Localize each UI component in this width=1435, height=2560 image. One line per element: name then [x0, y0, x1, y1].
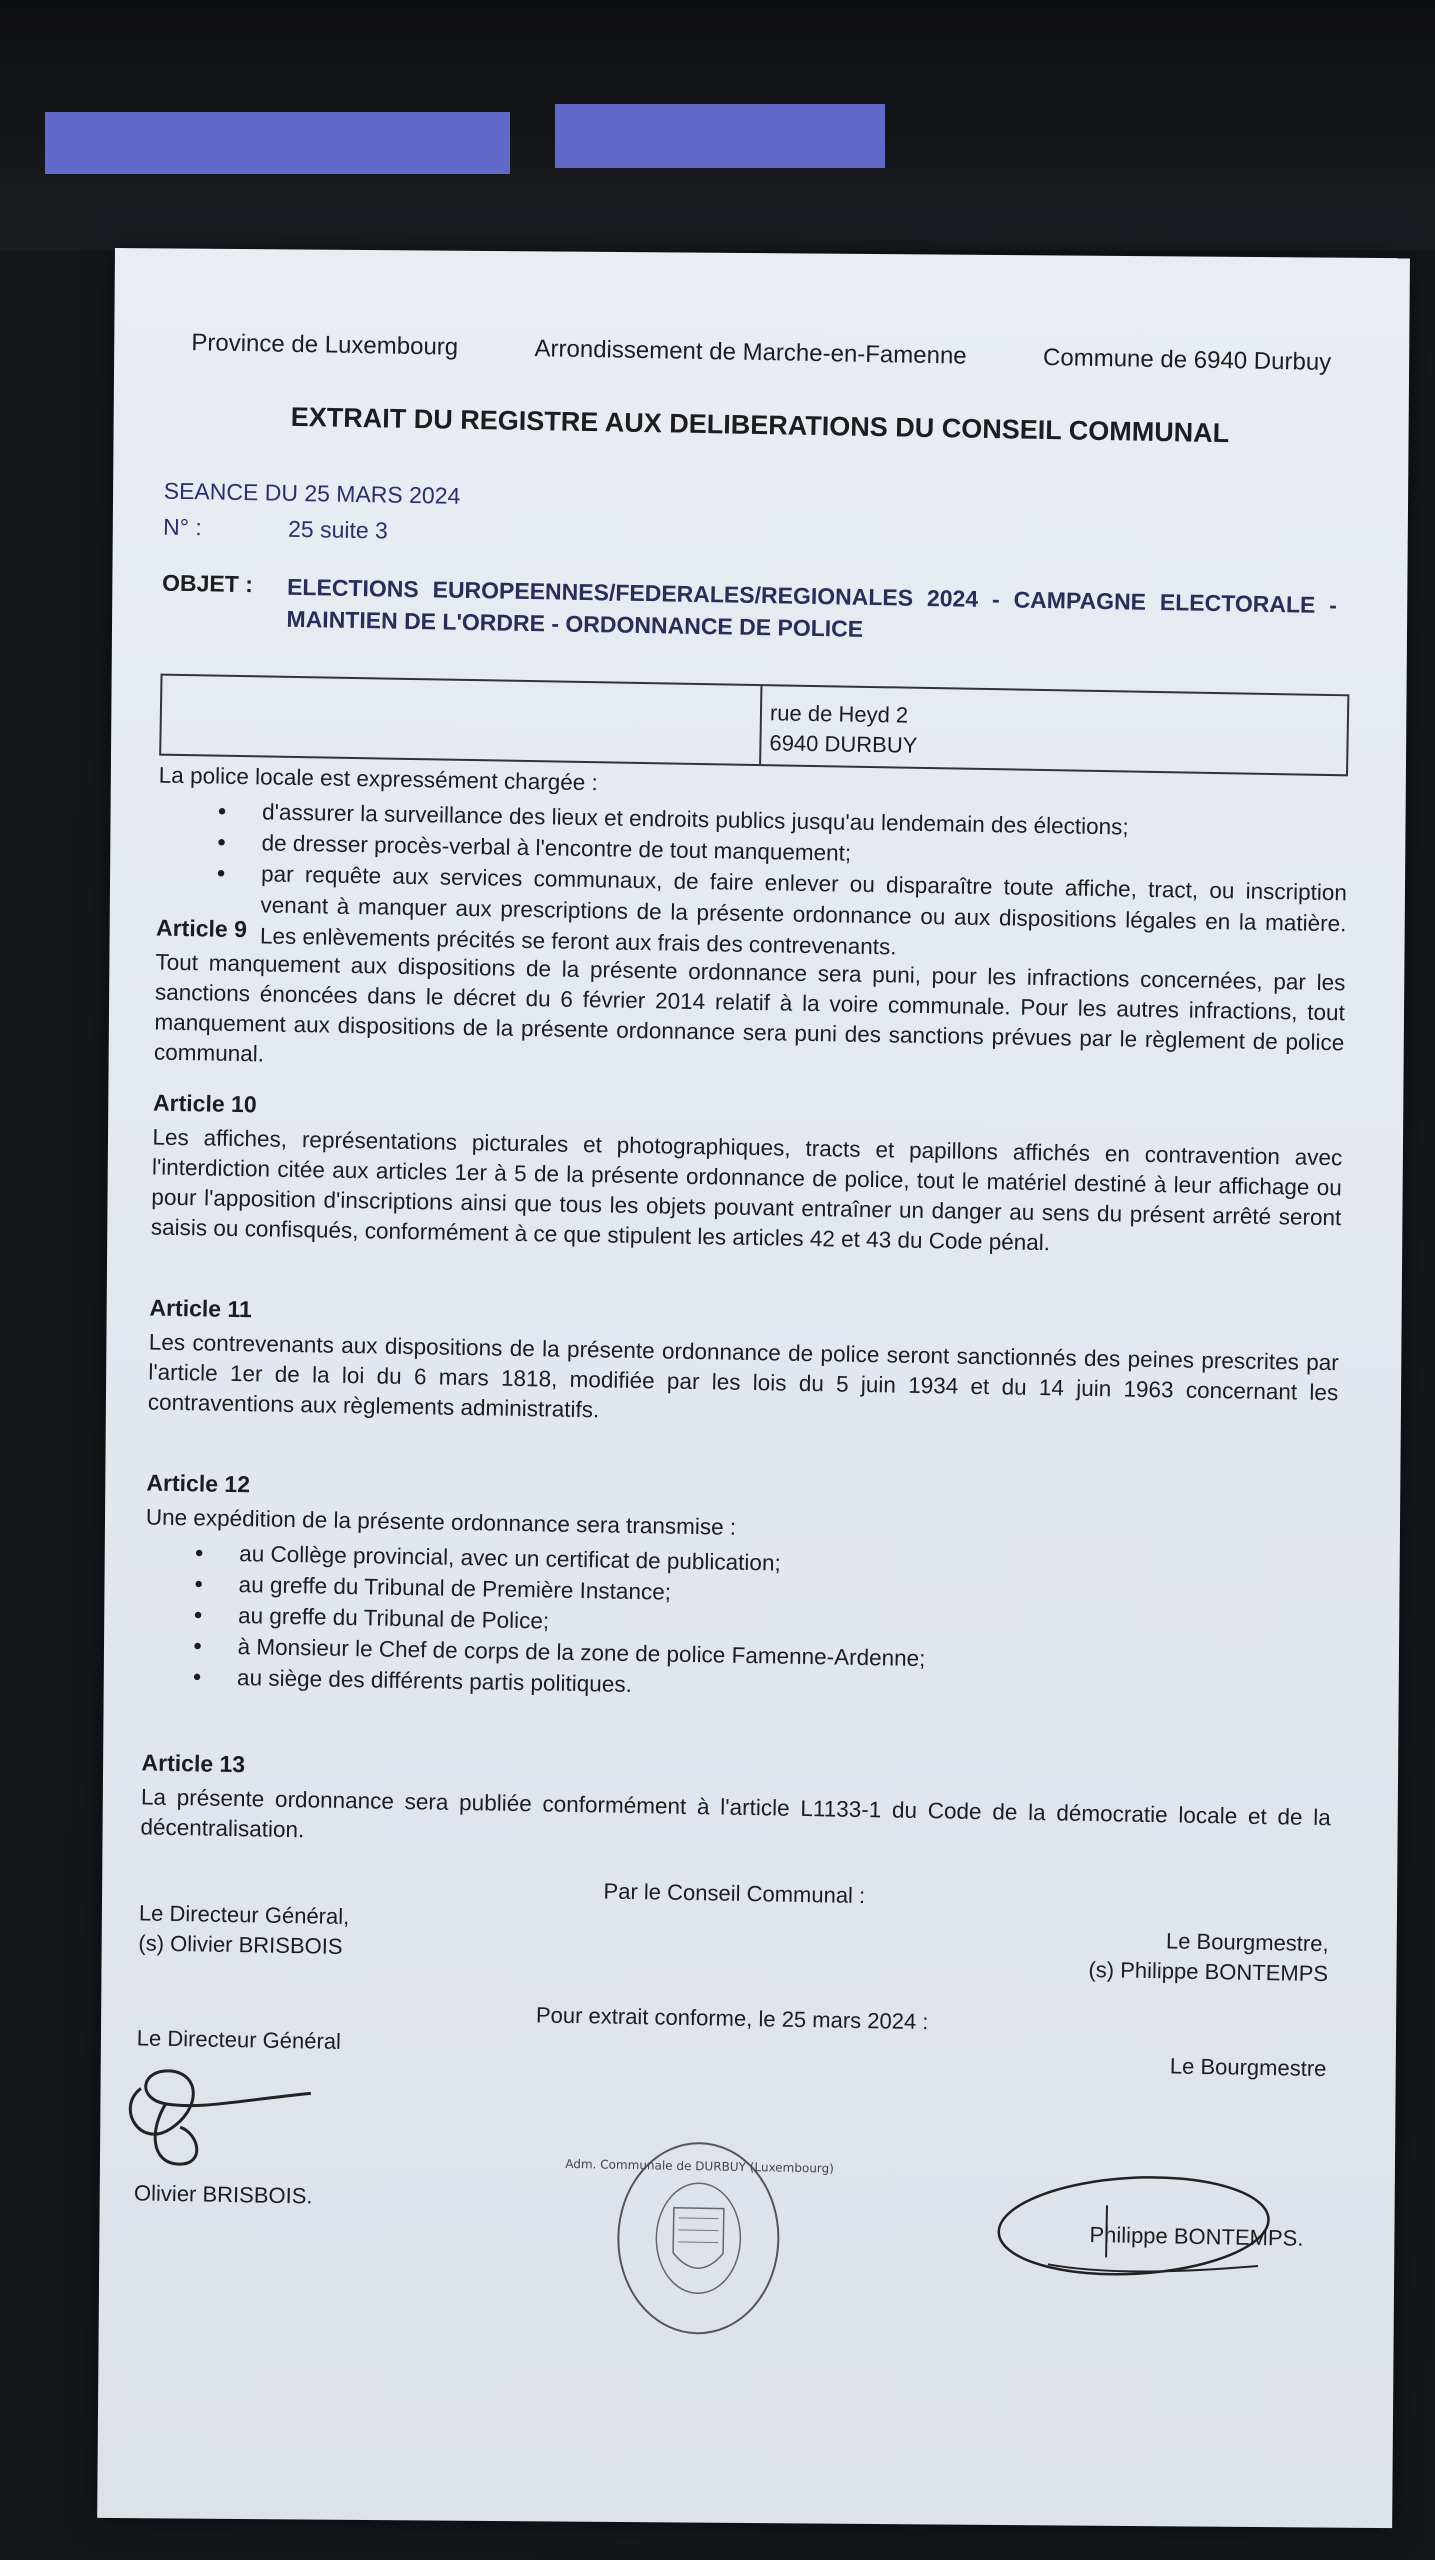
address-line-2: 6940 DURBUY: [769, 730, 918, 758]
article-10: [151, 1089, 1344, 1264]
director-signature-icon: [109, 2058, 371, 2183]
address-line-1: rue de Heyd 2: [769, 700, 909, 728]
article-13: [140, 1748, 1331, 1863]
article-11: [148, 1293, 1340, 1438]
police-intro: La police locale est expressément chargée :: [158, 762, 598, 796]
mayor-block: [1088, 1925, 1329, 1989]
address-table-cell: [761, 686, 926, 767]
mayor-signature-name: Philippe BONTEMPS.: [1089, 2222, 1304, 2251]
signature-block-top: [138, 1868, 1330, 2009]
article-text: Les affiches, représentations picturales et photographiques, tracts et papillons affichés en contravention avec l'interdiction citée aux articles 1er à 5 de la présente ordonnance de police, tout le matériel destiné à leur affichage ou pour l'apposition d'inscriptions ainsi que tous les objets pouvant entraîner un danger au sens du présent arrêté seront saisis ou confisqués, conformément à ce que stipulent les articles 42 et 43 du Code pénal.: [150, 1124, 1343, 1256]
director-name: (s) Olivier BRISBOIS: [138, 1930, 343, 1959]
article-intro: Une expédition de la présente ordonnance sera transmise :: [145, 1504, 737, 1540]
address-table-empty-cell: [161, 676, 762, 764]
province-label: Province de Luxembourg: [191, 329, 459, 361]
list-item: • au Collège provincial, avec un certificat de publication;: [195, 1537, 1335, 1588]
numero-value: 25 suite 3: [287, 515, 389, 544]
article-12-list: [143, 1536, 1336, 1712]
arrondissement-label: Arrondissement de Marche-en-Famenne: [534, 335, 967, 370]
objet-label: OBJET :: [161, 569, 254, 598]
article-12: [143, 1468, 1337, 1712]
list-item: • au greffe du Tribunal de Première Instance;: [194, 1568, 1334, 1619]
director-title-2: Le Directeur Général: [136, 2025, 342, 2054]
mayor-title: Le Bourgmestre,: [1165, 1928, 1329, 1957]
director-block: [138, 1898, 349, 1962]
objet-line: [161, 569, 1352, 654]
header-row: [191, 329, 1331, 377]
document-content: [103, 248, 1382, 2539]
glare-reflection: [45, 112, 510, 174]
article-text: La présente ordonnance sera publiée conformément à l'article L1133-1 du Code de la démocratie locale et de la décentralisation.: [140, 1784, 1332, 1843]
article-text: Tout manquement aux dispositions de la présente ordonnance sera puni, pour les infractions concernées, par les sanctions énoncées dans le décret du 6 février 2014 relatif à la voire communale. Pour les autres infractions, tout manquement aux dispositions de la présente ordonnance sera puni des sanctions prévues par le règlement de police communal.: [153, 949, 1346, 1067]
mayor-title-2: Le Bourgmestre: [1169, 2053, 1327, 2082]
seance-label: SEANCE DU 25 MARS 2024: [163, 477, 461, 509]
director-signature-name: Olivier BRISBOIS.: [133, 2180, 313, 2209]
article-heading: Article 10: [152, 1089, 257, 1118]
list-item: • par requête aux services communaux, de faire enlever ou disparaître toute affiche, tract, ou inscription venant à manquer aux prescriptions de la présente ordonnance ou aux dispositions légales en la matière. Les enlèvements précités se feront aux frais des contrevenants.: [216, 858, 1347, 971]
list-item: • au greffe du Tribunal de Police;: [194, 1599, 1334, 1650]
address-table: [159, 674, 1349, 777]
article-heading: Article 12: [146, 1469, 251, 1498]
director-title: Le Directeur Général,: [138, 1900, 350, 1930]
mayor-name: (s) Philippe BONTEMPS: [1088, 1956, 1329, 1987]
seal-text: Adm. Communale de DURBUY (Luxembourg): [565, 2156, 835, 2176]
list-item: • au siège des différents partis politiques.: [193, 1661, 1333, 1712]
extrait-label: Pour extrait conforme, le 25 mars 2024 :: [535, 2002, 929, 2035]
list-item: • d'assurer la surveillance des lieux et endroits publics jusqu'au lendemain des élections;: [218, 796, 1348, 847]
commune-label: Commune de 6940 Durbuy: [1042, 343, 1332, 376]
document-page: [97, 248, 1410, 2528]
document-title: EXTRAIT DU REGISTRE AUX DELIBERATIONS DU CONSEIL COMMUNAL: [290, 401, 1230, 449]
article-heading: Article 13: [141, 1749, 246, 1778]
list-item: • à Monsieur le Chef de corps de la zone de police Famenne-Ardenne;: [193, 1630, 1333, 1681]
article-heading: Article 9: [155, 914, 248, 943]
municipal-seal-icon: [565, 2137, 835, 2340]
article-9: [154, 914, 1347, 1089]
par-conseil-label: Par le Conseil Communal :: [603, 1878, 866, 1909]
list-item: • de dresser procès-verbal à l'encontre de tout manquement;: [217, 827, 1347, 878]
article-heading: Article 11: [149, 1294, 253, 1323]
glare-reflection: [555, 104, 885, 168]
article-text: Les contrevenants aux dispositions de la présente ordonnance de police seront sanctionnés des peines prescrites par l'article 1er de la loi du 6 mars 1818, modifiée par les lois du 5 juin 1934 et du 14 juin 1963 concernant les contraventions aux règlements administratifs.: [147, 1329, 1339, 1423]
numero-label: N° :: [162, 513, 202, 541]
objet-text: ELECTIONS EUROPEENNES/FEDERALES/REGIONALES 2024 - CAMPAGNE ELECTORALE - MAINTIEN DE L'ORDRE - ORDONNANCE DE POLICE: [286, 573, 1338, 642]
